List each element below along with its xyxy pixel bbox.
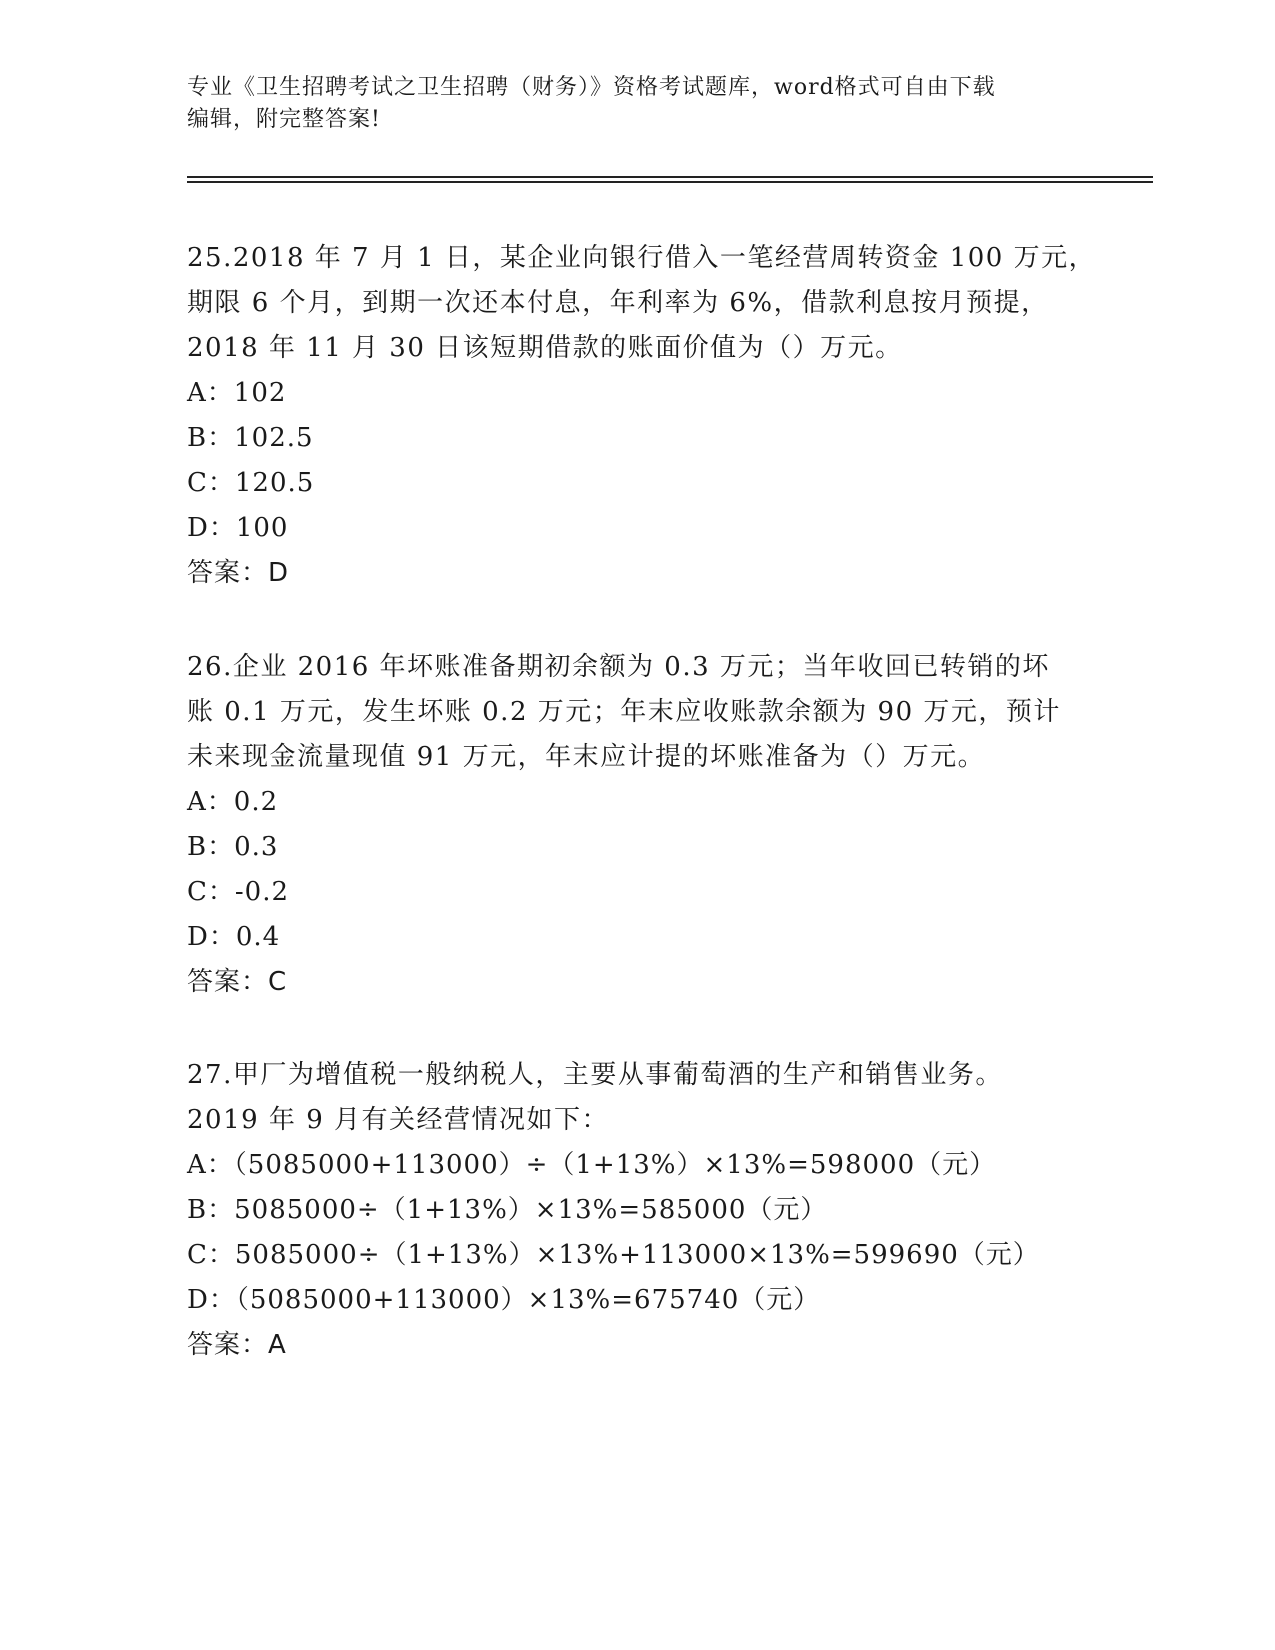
- answer-label: 答案：A: [187, 1330, 287, 1360]
- question-25: [187, 236, 1097, 596]
- header-line: 专业《卫生招聘考试之卫生招聘（财务）》资格考试题库，word格式可自由下载: [187, 75, 996, 100]
- header-divider: [187, 181, 1153, 183]
- option-a: A：0.2: [187, 787, 279, 817]
- question-stem: 账 0.1 万元，发生坏账 0.2 万元；年末应收账款余额为 90 万元，预计: [187, 697, 1061, 727]
- option-b: B：0.3: [187, 832, 279, 862]
- option-a: A：（5085000+113000）÷（1+13%）×13%=598000（元）: [187, 1150, 997, 1180]
- question-stem: 27.甲厂为增值税一般纳税人，主要从事葡萄酒的生产和销售业务。: [187, 1060, 1003, 1090]
- question-26: [187, 645, 1087, 1005]
- page-header: [187, 72, 1087, 136]
- question-27: [187, 1053, 1087, 1368]
- option-c: C：-0.2: [187, 877, 290, 907]
- question-stem: 2019 年 9 月有关经营情况如下：: [187, 1105, 610, 1135]
- question-stem: 26.企业 2016 年坏账准备期初余额为 0.3 万元；当年收回已转销的坏: [187, 652, 1050, 682]
- option-a: A：102: [187, 378, 287, 408]
- option-d: D：0.4: [187, 922, 281, 952]
- option-d: D：（5085000+113000）×13%=675740（元）: [187, 1285, 821, 1315]
- question-stem: 2018 年 11 月 30 日该短期借款的账面价值为（）万元。: [187, 333, 903, 363]
- question-stem: 未来现金流量现值 91 万元，年末应计提的坏账准备为（）万元。: [187, 742, 986, 772]
- question-stem: 期限 6 个月，到期一次还本付息，年利率为 6%，借款利息按月预提，: [187, 288, 1049, 318]
- question-stem: 25.2018 年 7 月 1 日，某企业向银行借入一笔经营周转资金 100 万元，: [187, 243, 1097, 273]
- answer-label: 答案：D: [187, 558, 290, 588]
- option-c: C：5085000÷（1+13%）×13%+113000×13%=599690（元）: [187, 1240, 1040, 1270]
- header-divider: [187, 176, 1153, 178]
- option-b: B：5085000÷（1+13%）×13%=585000（元）: [187, 1195, 828, 1225]
- option-d: D：100: [187, 513, 289, 543]
- header-line: 编辑，附完整答案!: [187, 107, 381, 132]
- answer-label: 答案：C: [187, 967, 288, 997]
- option-c: C：120.5: [187, 468, 315, 498]
- option-b: B：102.5: [187, 423, 314, 453]
